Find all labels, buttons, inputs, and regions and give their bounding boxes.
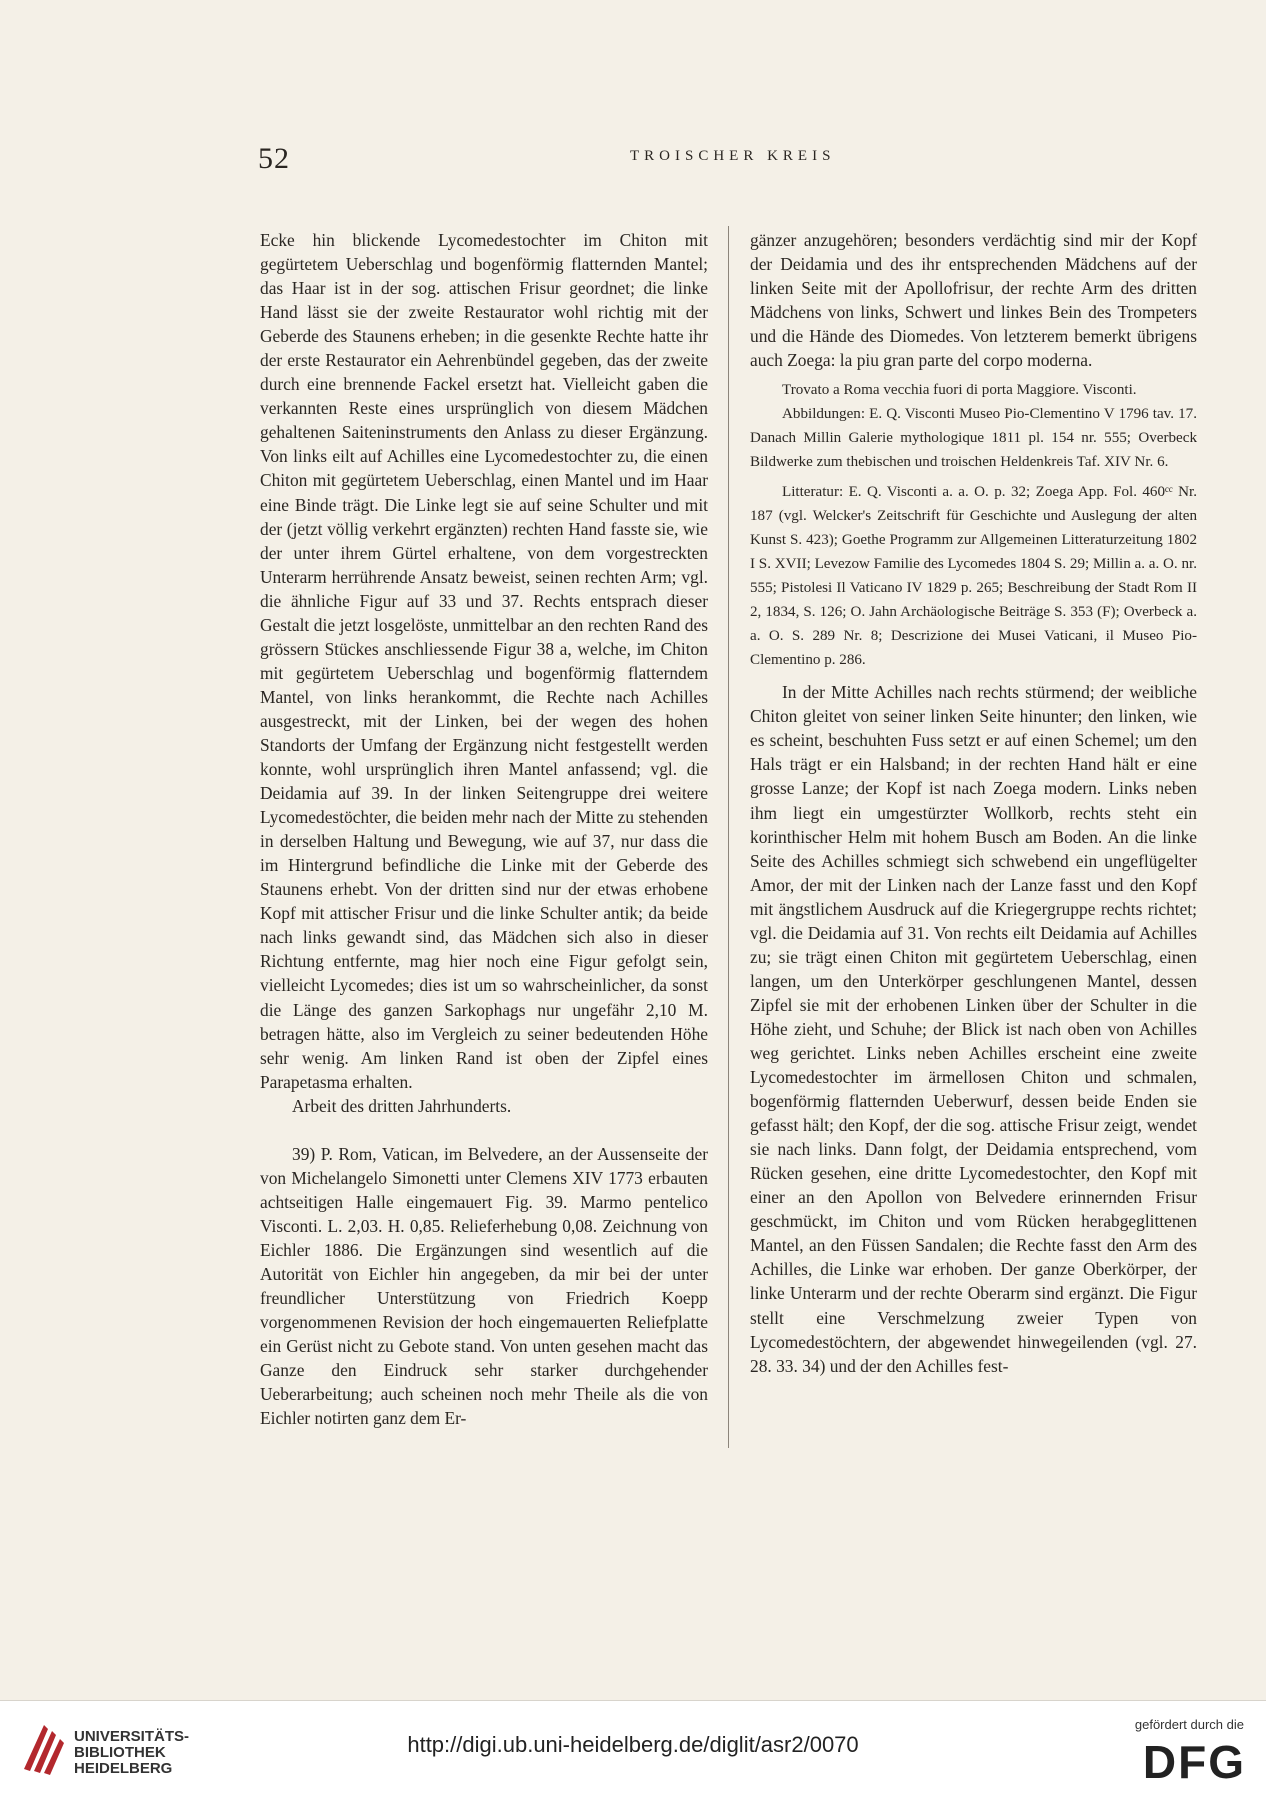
permalink-url[interactable]: http://digi.ub.uni-heidelberg.de/diglit/asr2/0070 — [407, 1732, 859, 1757]
paragraph-right-description: In der Mitte Achilles nach rechts stürmend; der weibliche Chiton gleitet von seiner linken Seite hinunter; den linken, wie es scheint, beschuhten Fuss setzt er auf einen Schemel; um den Hals trägt er ein Halsband; in der rechten Hand hält er eine grosse Lanze; der Kopf ist nach Zoega modern. Links neben ihm liegt ein umgestürzter Wollkorb, rechts steht ein korinthischer Helm mit hohem Busch am Boden. An die linke Seite des Achilles schmiegt sich schwebend ein ungeflügelter Amor, der mit der Linken nach der Lanze fasst und den Kopf mit ängstlichem Ausdruck auf die Kriegergruppe rechts richtet; vgl. die Deidamia auf 31. Von rechts eilt Deidamia auf Achilles zu; sie trägt einen Chiton mit gegürtetem Ueberschlag, einen langen, um den Unterkörper geschlungenen Mantel, dessen Zipfel sie mit der erhobenen Linken über der Schulter in die Höhe zieht, und Schuhe; der Blick ist nach oben von Achilles weg gerichtet. Links neben Achilles erscheint eine zweite Lycomedestochter im ärmellosen Chiton und schmalen, bogenförmig flatternden Ueberwurf, dessen beide Enden sie gefasst hält; den Kopf, der die sog. attische Frisur zeigt, wendet sie nach links. Dann folgt, der Deidamia entsprechend, vom Rücken gesehen, eine dritte Lycomedestochter, den Kopf mit einer an den Apollon von Belvedere erinnernden Frisur geschmückt, im Chiton und vom Rücken herabgeglittenen Mantel, an den Füssen Sandalen; die Rechte fasst den Arm des Achilles, die Linke war erhoben. Der ganze Oberkörper, der linke Unterarm und der rechte Oberarm sind ergänzt. Die Figur stellt eine Verschmelzung zweier Typen von Lycomedestöchtern, der abgewendet hinwegeilenden (vgl. 27. 28. 33. 34) und der den Achilles fest- — [750, 682, 1197, 1376]
institution-line-2: BIBLIOTHEK — [74, 1744, 166, 1761]
bibliography-block — [750, 378, 1197, 672]
dfg-logo[interactable]: DFG — [1142, 1736, 1246, 1788]
paragraph-left-1: Ecke hin blickende Lycomedestochter im Chiton mit gegürtetem Ueberschlag und bogenförmig flatternden Mantel; das Haar ist in der sog. attischen Frisur geordnet; die linke Hand lässt sie der zweite Restaurator wohl richtig mit der Geberde des Staunens erheben; in die gesenkte Rechte hatte ihr der erste Restaurator ein Aehrenbündel gegeben, das der zweite durch eine brennende Fackel ersetzt hat. Vielleicht gaben die verkannten Reste eines ursprünglich von diesem Mädchen gehaltenen Saiteninstruments den Anlass zu dieser Ergänzung. Von links eilt auf Achilles eine Lycomedestochter zu, die einen Chiton mit gegürtetem Ueberschlag, einen Mantel und im Haar eine Binde trägt. Die Linke legt sie auf seine Schulter und mit der (jetzt völlig verkehrt ergänzten) rechten Hand fasste sie, wie der unter ihrem Gürtel erhaltene, von dem vorgestreckten Unterarm herrührende Ansatz beweist, seinen rechten Arm; vgl. die ähnliche Figur auf 33 und 37. Rechts entsprach dieser Gestalt die jetzt losgelöste, unmittelbar an den rechten Rand des grössern Stückes anschliessende Figur 38 a, welche, im Chiton mit gegürtetem Ueberschlag und bogenförmig flatterndem Mantel, von links herankommt, die Rechte nach Achilles ausgestreckt, mit der Linken, bei der wegen des hohen Standorts der Umfang der Ergänzung nicht festgestellt werden konnte, wohl ursprünglich ihren Mantel anfassend; vgl. die Deidamia auf 39. In der linken Seitengruppe drei weitere Lycomedestöchter, die beiden mehr nach der Mitte zu stehenden in derselben Haltung und Bewegung, wie auf 37, nur dass die im Hintergrund befindliche die Linke mit der Geberde des Staunens erhebt. Von der dritten sind nur der etwas erhobene Kopf mit attischer Frisur und die linke Schulter antik; da beide nach links gewandt sind, das Mädchen sich also in dieser Richtung entfernte, mag hier noch eine Figur gefolgt sein, vielleicht Lycomedes; dies ist um so wahrscheinlicher, da sonst die Länge des ganzen Sarkophags nur ungefähr 2,10 M. betragen hätte, also im Vergleich zu seiner bedeutenden Höhe sehr wenig. Am linken Rand ist oben der Zipfel eines Parapetasma erhalten. — [260, 230, 708, 1092]
column-divider — [728, 226, 729, 1448]
university-library-logo-icon[interactable] — [18, 1719, 70, 1775]
running-head: TROISCHER KREIS — [630, 148, 836, 164]
page-number: 52 — [258, 142, 290, 175]
right-column — [750, 228, 1197, 1378]
provenance-note: Trovato a Roma vecchia fuori di porta Maggiore. Visconti. — [782, 382, 1137, 399]
institution-line-1: UNIVERSITÄTS- — [74, 1728, 190, 1745]
viewer-footer — [0, 1700, 1266, 1794]
institution-line-3: HEIDELBERG — [74, 1760, 173, 1777]
paragraph-left-2: Arbeit des dritten Jahrhunderts. — [292, 1095, 512, 1116]
university-library-name[interactable] — [74, 1729, 189, 1777]
litteratur-note: Litteratur: E. Q. Visconti a. a. O. p. 32; Zoega App. Fol. 460ᶜᶜ Nr. 187 (vgl. Welcker's Zeitschrift für Geschichte und Auslegung der alten Kunst S. 423); Goethe Programm zur Allgemeinen Litteraturzeitung 1802 I S. XVII; Levezow Familie des Lycomedes 1804 S. 29; Millin a. a. O. nr. 555; Pistolesi Il Vaticano IV 1829 p. 265; Beschreibung der Stadt Rom II 2, 1834, S. 126; O. Jahn Archäologische Beiträge S. 353 (F); Overbeck a. a. O. S. 289 Nr. 8; Descrizione dei Musei Vaticani, il Museo Pio-Clementino p. 286. — [750, 484, 1197, 669]
abbildungen-note: Abbildungen: E. Q. Visconti Museo Pio-Clementino V 1796 tav. 17. Danach Millin Galerie mythologique 1811 pl. 154 nr. 555; Overbeck Bildwerke zum thebischen und troischen Heldenkreis Taf. XIV Nr. 6. — [750, 406, 1197, 471]
funding-caption: gefördert durch die — [1134, 1717, 1244, 1732]
catalog-entry-39: 39) P. Rom, Vatican, im Belvedere, an der Aussenseite der von Michelangelo Simonetti unter Clemens XIV 1773 erbauten achtseitigen Halle eingemauert Fig. 39. Marmo pentelico Visconti. L. 2,03. H. 0,85. Relieferhebung 0,08. Zeichnung von Eichler 1886. Die Ergänzungen sind wesentlich auf die Autorität von Eichler hin angegeben, da mir bei der unter freundlicher Unterstützung von Friedrich Koepp vorgenommenen Revision der hoch eingemauerten Reliefplatte ein Gerüst nicht zu Gebote stand. Von unten gesehen macht das Ganze den Eindruck sehr starker durchgehender Ueberarbeitung; auch scheinen noch mehr Theile als die von Eichler notirten ganz dem Er- — [260, 1143, 708, 1429]
paragraph-right-1: gänzer anzugehören; besonders verdächtig sind mir der Kopf der Deidamia und des ihr entsprechenden Mädchens auf der linken Seite mit der Apollofrisur, der rechte Arm des dritten Mädchens von links, Schwert und linkes Bein des Trompeters und die Hände des Diomedes. Von letzterem bemerkt übrigens auch Zoega: la piu gran parte del corpo moderna. — [750, 230, 1197, 371]
left-column — [260, 228, 708, 1430]
